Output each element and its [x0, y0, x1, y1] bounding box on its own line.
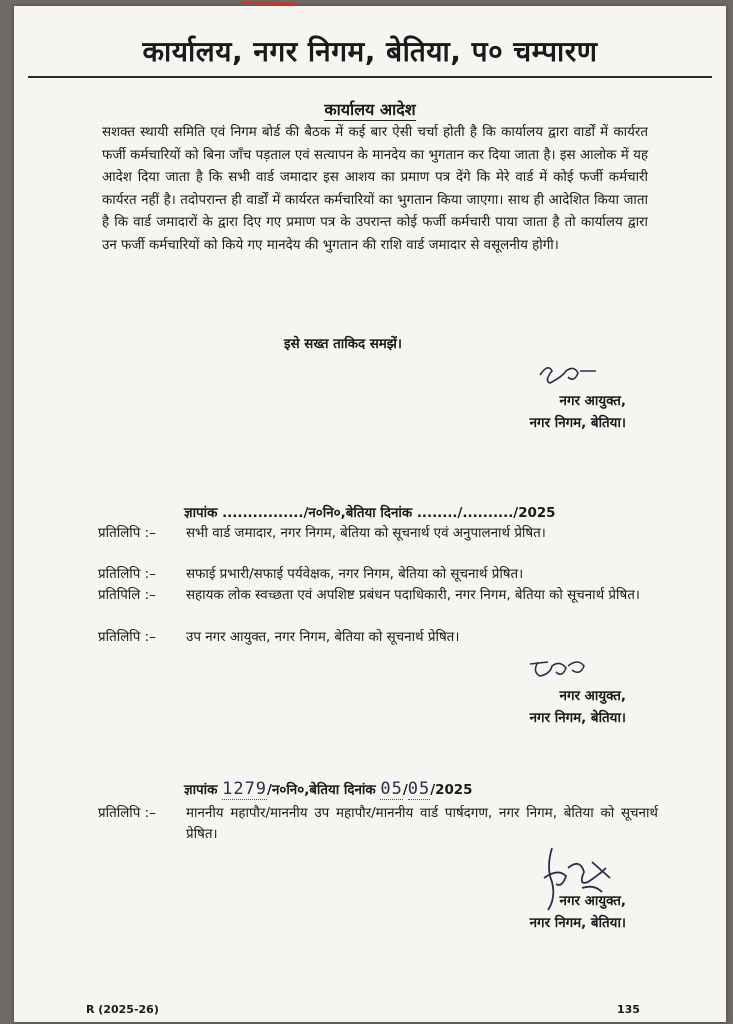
signature-designation: नगर आयुक्त,	[559, 394, 626, 409]
memo-year: /2025	[513, 506, 556, 521]
order-subject: कार्यालय आदेश	[324, 100, 416, 119]
signature-designation: नगर आयुक्त,	[559, 689, 626, 704]
signature-office: नगर निगम, बेतिया।	[529, 916, 626, 931]
copy-entry: प्रतिलिपि :– सफाई प्रभारी/सफाई पर्यवेक्षक, नगर निगम, बेतिया को सूचनार्थ प्रेषित।	[98, 567, 524, 582]
header-divider	[28, 76, 712, 78]
memo-year: /2025	[430, 783, 473, 798]
office-title: कार्यालय, नगर निगम, बेतिया, प० चम्पारण	[142, 35, 598, 68]
copy-entry: प्रतिपिलि :– सहायक लोक स्वच्छता एवं अपशिष्ट प्रबंधन पदाधिकारी, नगर निगम, बेतिया को सूचनार्थ प्रेषित।	[98, 588, 640, 603]
signature-office: नगर निगम, बेतिया।	[529, 711, 626, 726]
memo-label: ज्ञापांक	[184, 506, 218, 521]
copy-entry: प्रतिलिपि :– माननीय महापौर/माननीय उप महापौर/माननीय वार्ड पार्षदगण, नगर निगम, बेतिया को सूचनार्थ प्रेषित।	[98, 806, 658, 842]
red-ink-mark	[239, 0, 299, 12]
signature-block-1	[454, 391, 626, 435]
footer-code: R (2025-26)	[86, 1003, 159, 1016]
copy-entry: प्रतिलिपि :– उप नगर आयुक्त, नगर निगम, बेतिया को सूचनार्थ प्रेषित।	[98, 630, 460, 645]
page-number: 135	[617, 1003, 640, 1016]
signature-mark-2	[526, 656, 596, 682]
memo-day-blank: ........	[416, 506, 458, 521]
memo-line-2: ज्ञापांक 1279/न०नि०,बेतिया दिनांक 05/05/2025	[184, 779, 473, 799]
memo-month-blank: ..........	[462, 506, 514, 521]
document-page	[14, 6, 726, 1022]
signature-mark-1	[534, 361, 604, 387]
order-warning: इसे सख्त ताकिद समझें।	[284, 337, 403, 352]
memo-ref: /न०नि०,बेतिया दिनांक	[267, 783, 376, 798]
memo-day-handwritten: 05	[380, 779, 403, 799]
signature-designation: नगर आयुक्त,	[559, 894, 626, 909]
memo-number-handwritten: 1279	[222, 779, 268, 799]
order-body: सशक्त स्थायी समिति एवं निगम बोर्ड की बैठक में कई बार ऐसी चर्चा होती है कि कार्यालय द्वारा वार्डों में कार्यरत फर्जी कर्मचारियों को बिना जाँच पड़ताल एवं सत्यापन के मानदेय का भुगतान कर दिया जाता है। इस आलोक में यह आदेश दिया जाता है कि सभी वार्ड जमादार इस आशय का प्रमाण पत्र देंगे कि मेरे वार्ड में कोई फर्जी कर्मचारी कार्यरत नहीं है। तदोपरान्त ही वार्डों में कार्यरत कर्मचारियों का भुगतान किया जाएगा। साथ ही आदेशित किया जाता है कि वार्ड जमादारों के द्वारा दिए गए प्रमाण पत्र के उपरान्त कोई फर्जी कर्मचारी पाया जाता है तो कार्यालय द्वारा उन फर्जी कर्मचारियों को किये गए मानदेय की भुगतान की राशि वार्ड जमादार से वसूलनीय होगी।	[102, 125, 648, 253]
memo-number-blank: ................	[222, 506, 304, 521]
memo-ref: /न०नि०,बेतिया दिनांक	[303, 506, 413, 521]
memo-label: ज्ञापांक	[184, 783, 218, 798]
signature-block-2	[454, 686, 626, 730]
memo-line-1: ज्ञापांक ................/न०नि०,बेतिया दिनांक ......../........../2025	[184, 506, 556, 521]
memo-month-handwritten: 05	[407, 779, 431, 799]
copy-entry: प्रतिलिपि :– सभी वार्ड जमादार, नगर निगम, बेतिया को सूचनार्थ एवं अनुपालनार्थ प्रेषित।	[98, 526, 546, 541]
signature-office: नगर निगम, बेतिया।	[529, 416, 626, 431]
signature-block-3	[454, 891, 626, 935]
